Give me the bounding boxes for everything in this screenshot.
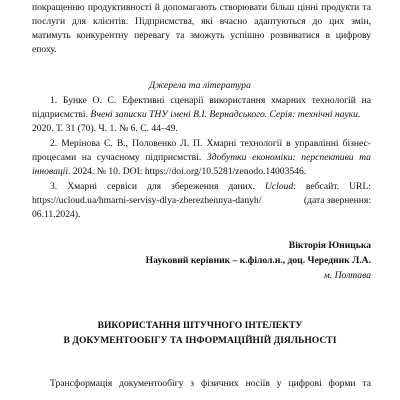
- article-title-line-2: В ДОКУМЕНТООБІГУ ТА ІНФОРМАЦІЙНІЙ ДІЯЛЬНОСТІ: [63, 335, 337, 346]
- reference-1-line-3: 2020. Т. 31 (70). Ч. 1. № 6. С. 44–49.: [32, 123, 178, 134]
- reference-text: Хмарні сервіси для збереження даних.: [67, 181, 265, 192]
- advisor-line: [0, 255, 371, 267]
- reference-number: 3.: [50, 181, 58, 192]
- article-body-line-cut: [32, 392, 371, 400]
- author-city: м. Полтава: [323, 270, 371, 281]
- reference-text: Мерінова С. В., Половенко Л. П. Хмарні технології в управлінні бізнес-: [61, 138, 371, 149]
- article-body-line: Трансформація документообігу з фізичних носіїв у цифрові форми та: [50, 378, 371, 389]
- reference-source-title: інновації: [32, 166, 69, 177]
- reference-2-line-3: [32, 166, 371, 178]
- reference-text: : вебсайт. URL:: [293, 181, 371, 192]
- reference-1-line-1: [50, 95, 371, 107]
- reference-text: Бунке О. С. Ефективні сценарії використання хмарних технологій на: [62, 95, 371, 106]
- reference-3-line-3: 06.11.2024).: [32, 209, 81, 220]
- reference-3-line-2: [32, 195, 371, 207]
- reference-text: процесами на сучасному підприємстві.: [32, 152, 207, 163]
- reference-2-line-2: [32, 152, 371, 164]
- advisor-name: к.філол.н., доц. Чередник Л.А.: [239, 255, 371, 266]
- reference-source-title: Здобутки економіки: перспективи та: [206, 152, 371, 163]
- reference-3-line-1: [50, 181, 371, 193]
- intro-line: матимуть конкурентну перевагу та зможуть успішно розвиватися в цифрову: [32, 30, 371, 41]
- reference-text: .: [357, 109, 361, 120]
- reference-access-date: (дата звернення:: [303, 195, 371, 206]
- intro-line: покращенню продуктивності й допомагають створювати більш цінні продукти та: [32, 2, 371, 13]
- reference-number: 2.: [50, 138, 58, 149]
- references-heading: Джерела та література: [149, 80, 251, 91]
- reference-text: підприємстві.: [32, 109, 91, 120]
- reference-url[interactable]: https://ucloud.ua/hmarni-servisy-dlya-zberezhennya-danyh/: [32, 195, 262, 206]
- advisor-label: Науковий керівник –: [145, 255, 240, 266]
- reference-source-title: Ucloud: [264, 181, 294, 192]
- reference-2-line-1: [50, 138, 371, 150]
- reference-source-title: Вчені записки ТНУ імені В.І. Вернадського. Серія: технічні науки: [90, 109, 358, 120]
- article-title-line-1: ВИКОРИСТАННЯ ШТУЧНОГО ІНТЕЛЕКТУ: [97, 320, 303, 331]
- intro-line: послуги для клієнтів. Підприємства, які вчасно адаптуються до цих змін,: [32, 16, 371, 27]
- intro-line: епоху.: [32, 44, 57, 55]
- reference-number: 1.: [50, 95, 58, 106]
- reference-1-line-2: [32, 109, 371, 121]
- reference-text: . 2024. № 10. DOI: https://doi.org/10.5281/zenodo.14003546.: [68, 166, 307, 177]
- author-name: Вікторія Юницька: [288, 240, 371, 251]
